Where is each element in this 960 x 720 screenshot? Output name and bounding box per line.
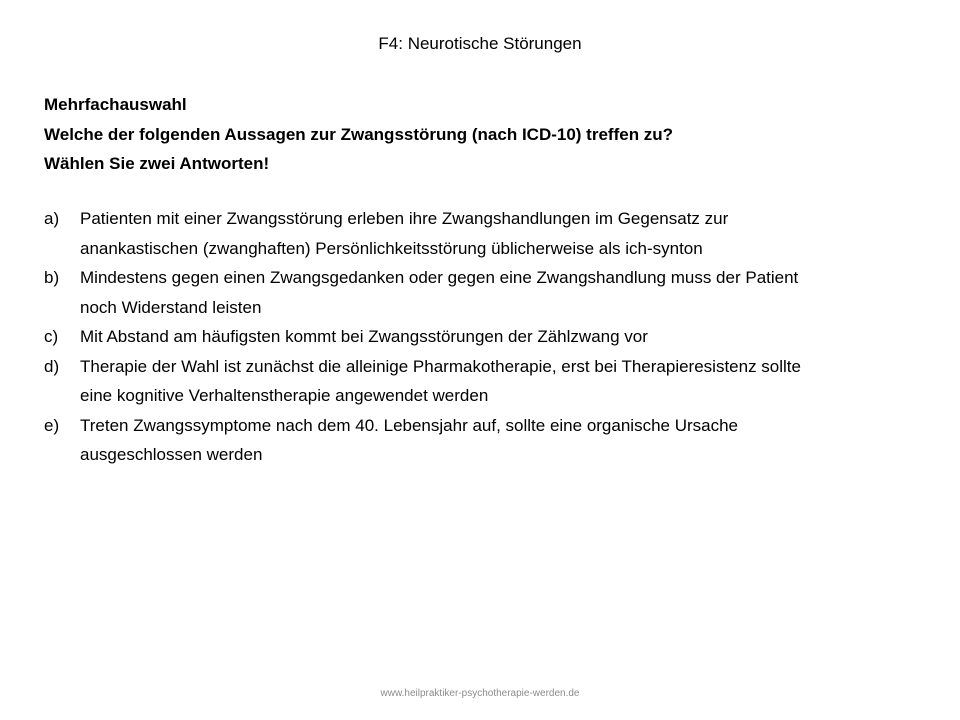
answer-text-line: Treten Zwangssymptome nach dem 40. Lebensjahr auf, sollte eine organische Ursache xyxy=(80,415,739,435)
answer-letter: d) xyxy=(44,356,60,376)
question-prompt: Welche der folgenden Aussagen zur Zwangsstörung (nach ICD-10) treffen zu? xyxy=(44,124,674,144)
answer-text-line: Mindestens gegen einen Zwangsgedanken oder gegen eine Zwangshandlung muss der Patient xyxy=(80,268,799,287)
answer-list xyxy=(44,204,924,470)
question-instruction: Wählen Sie zwei Antworten! xyxy=(44,154,270,173)
answer-text-line: noch Widerstand leisten xyxy=(80,297,262,317)
answer-option-d xyxy=(44,352,924,411)
footer-url: www.heilpraktiker-psychotherapie-werden.de xyxy=(380,688,580,699)
answer-option-e xyxy=(44,411,924,470)
answer-option-c xyxy=(44,322,924,352)
answer-option-a xyxy=(44,204,924,263)
answer-text-line: ausgeschlossen werden xyxy=(80,445,263,464)
slide-title: F4: Neurotische Störungen xyxy=(378,34,582,53)
answer-text-line: eine kognitive Verhaltenstherapie angewendet werden xyxy=(80,386,489,405)
question-type-label: Mehrfachauswahl xyxy=(44,95,187,114)
answer-text xyxy=(80,322,910,352)
answer-text-line: Patienten mit einer Zwangsstörung erleben ihre Zwangshandlungen im Gegensatz zur xyxy=(80,209,729,228)
answer-letter: a) xyxy=(44,209,60,228)
answer-letter: b) xyxy=(44,268,60,287)
answer-text-line: anankastischen (zwanghaften) Persönlichkeitsstörung üblicherweise als ich-synton xyxy=(80,238,703,258)
answer-text-line: Mit Abstand am häufigsten kommt bei Zwangsstörungen der Zählzwang vor xyxy=(80,327,648,346)
question-block xyxy=(44,90,924,179)
answer-text xyxy=(80,352,910,411)
answer-text xyxy=(80,204,910,263)
answer-text xyxy=(80,263,910,322)
answer-letter: c) xyxy=(44,327,59,346)
answer-text xyxy=(80,411,910,470)
answer-text-line: Therapie der Wahl ist zunächst die alleinige Pharmakotherapie, erst bei Therapieresistenz sollte xyxy=(80,356,801,376)
answer-option-b xyxy=(44,263,924,322)
answer-letter: e) xyxy=(44,415,60,435)
